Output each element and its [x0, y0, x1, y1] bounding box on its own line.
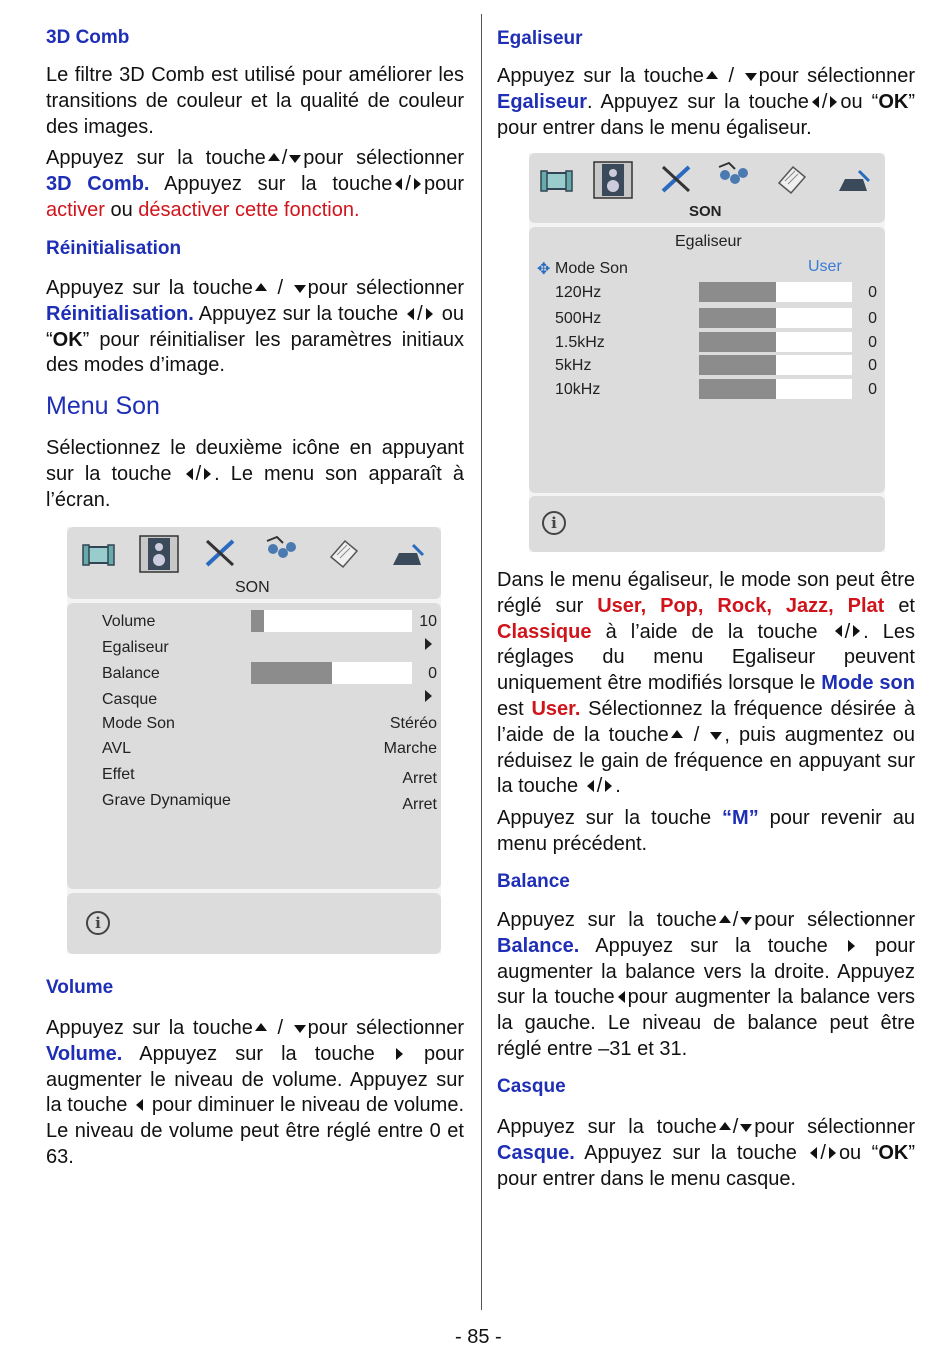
text: ou “	[46, 302, 465, 351]
left-arrow-icon	[587, 780, 594, 792]
menu-icon-bar	[529, 153, 885, 223]
son-row-value: Marche	[383, 740, 437, 757]
submenu-arrow-icon	[425, 638, 432, 650]
text: Appuyez sur la touche	[497, 807, 712, 829]
eq-band-value: 0	[868, 357, 877, 374]
text: pour revenir au menu précédent.	[497, 807, 915, 855]
text: est	[497, 697, 524, 720]
eq-band-value: 0	[868, 310, 877, 327]
slider-fill	[251, 662, 332, 684]
text: Dans le menu égaliseur, le mode son peut être réglé sur	[497, 569, 915, 617]
info-icon: i	[86, 911, 110, 935]
paragraph-balance: Appuyez sur la touche / pour sélectionner Balance. Appuyez sur la touche pour augmenter la balance vers la droite. Appuyez sur la touche pour augmenter la balance vers la gauche. Le niveau de balance peut être réglé entre –31 et 31.	[497, 909, 916, 1060]
eq-band-label: 120Hz	[555, 284, 602, 301]
egaliseur-menu-screenshot	[529, 153, 885, 552]
text: ” pour entrer dans le menu casque.	[497, 1141, 915, 1190]
term-activer: activer	[46, 198, 105, 221]
paragraph-3d-comb-usage: Appuyez sur la touche / pour sélectionner 3D Comb. Appuyez sur la touche / pour activer ou désactiver cette fonction.	[46, 147, 464, 221]
son-row-label: Egaliseur	[102, 639, 169, 656]
features-icon	[715, 161, 751, 193]
term-volume: Volume.	[46, 1042, 123, 1065]
heading-reinitialisation: Réinitialisation	[46, 238, 182, 259]
column-divider	[481, 14, 482, 1310]
slider-fill	[699, 308, 776, 328]
text: Appuyez sur la touche	[198, 302, 399, 325]
left-arrow-icon	[835, 625, 842, 637]
menu-info-bar	[67, 893, 441, 954]
text: ” pour entrer dans le menu égaliseur.	[497, 90, 915, 139]
text: pour sélectionner	[307, 277, 465, 299]
right-arrow-icon	[848, 940, 855, 952]
left-arrow-icon	[395, 178, 402, 190]
term-casque: Casque.	[497, 1141, 575, 1164]
text: pour sélectionner	[758, 65, 916, 87]
speaker-icon	[593, 161, 633, 199]
menu-title: SON	[235, 579, 270, 596]
term-desactiver: désactiver cette fonction.	[138, 198, 360, 221]
term-user: User.	[531, 697, 581, 720]
left-arrow-icon	[136, 1099, 143, 1111]
eq-band-value: 0	[868, 381, 877, 398]
eq-band-slider	[699, 379, 852, 399]
mode-son-value: User	[808, 258, 842, 275]
son-row-label: Effet	[102, 766, 135, 783]
text: Appuyez sur la touche	[139, 1042, 375, 1065]
text: et	[898, 594, 915, 617]
slider-fill	[699, 355, 776, 375]
term-reinitialisation: Réinitialisation.	[46, 302, 194, 325]
down-arrow-icon	[289, 155, 301, 163]
eq-band-label: 500Hz	[555, 310, 602, 327]
ok-key: OK	[52, 328, 83, 351]
text: ” pour réinitialiser les paramètres initiaux des modes d’image.	[46, 328, 464, 377]
term-balance: Balance.	[497, 934, 580, 957]
text: , puis augmentez ou réduisez le gain de fréquence en appuyant sur la touche	[497, 723, 915, 798]
eq-band-label: 5kHz	[555, 357, 592, 374]
text: Appuyez sur la touche	[46, 277, 253, 299]
text: ou “	[838, 1141, 879, 1164]
son-menu-screenshot	[67, 527, 441, 954]
eq-band-value: 0	[868, 334, 877, 351]
text: pour sélectionner	[307, 1017, 465, 1039]
eq-band-slider	[699, 282, 852, 302]
left-arrow-icon	[812, 96, 819, 108]
paragraph-retour	[497, 806, 915, 858]
term-modes: User, Pop, Rock, Jazz, Plat	[597, 594, 885, 617]
text: pour diminuer le niveau de volume. Le niveau de volume peut être réglé entre 0 et 63.	[46, 1094, 464, 1168]
paragraph-volume: Appuyez sur la touche / pour sélectionner Volume. Appuyez sur la touche pour augmenter le niveau de volume. Appuyez sur la touche pour diminuer le niveau de volume. Le niveau de volume peut être réglé entre 0 et 63.	[46, 1017, 465, 1168]
term-egaliseur: Egaliseur	[497, 90, 588, 113]
text: ou	[110, 198, 133, 221]
left-arrow-icon	[618, 991, 625, 1003]
up-arrow-icon	[719, 915, 731, 923]
son-row-slider	[251, 662, 412, 684]
paragraph-menu-son: Sélectionnez le deuxième icône en appuyant sur la touche / . Le menu son apparaît à l’écran.	[46, 437, 465, 511]
son-row-label: Balance	[102, 665, 160, 682]
page-number: - 85 -	[455, 1326, 502, 1348]
text: pour sélectionner	[303, 147, 464, 169]
eq-band-label: 10kHz	[555, 381, 601, 398]
slider-fill	[699, 332, 776, 352]
eq-band-value: 0	[868, 284, 877, 301]
eq-band-slider	[699, 355, 852, 375]
text: Appuyez sur la touche	[497, 65, 704, 87]
eq-band-slider	[699, 308, 852, 328]
text: Appuyez sur la touche	[584, 1141, 797, 1164]
move-icon: ✥	[537, 261, 551, 278]
speaker-icon	[139, 535, 179, 573]
up-arrow-icon	[671, 730, 683, 738]
picture-icon	[539, 165, 575, 197]
son-row-value: 0	[428, 665, 437, 682]
tools-icon	[659, 163, 695, 195]
son-row-value: Arret	[402, 770, 437, 787]
eq-band-label: 1.5kHz	[555, 334, 605, 351]
menu-info-bar	[529, 496, 885, 552]
term-classique: Classique	[497, 620, 592, 643]
right-arrow-icon	[396, 1048, 403, 1060]
source-icon	[389, 541, 425, 573]
son-row-value: 10	[419, 613, 437, 630]
text: Appuyez sur la touche	[497, 909, 717, 931]
son-row-slider	[251, 610, 412, 632]
son-row-value: Arret	[402, 796, 437, 813]
son-row-label: Grave Dynamique	[102, 792, 231, 809]
heading-egaliseur: Egaliseur	[497, 28, 583, 49]
eq-band-slider	[699, 332, 852, 352]
source-icon	[835, 167, 871, 199]
down-arrow-icon	[740, 1124, 752, 1132]
slider-fill	[251, 610, 264, 632]
heading-casque: Casque	[497, 1076, 566, 1097]
down-arrow-icon	[740, 917, 752, 925]
down-arrow-icon	[294, 285, 306, 293]
right-arrow-icon	[830, 96, 837, 108]
slider-fill	[699, 379, 776, 399]
text: Appuyez sur la touche	[497, 1116, 717, 1138]
heading-volume: Volume	[46, 977, 114, 998]
paragraph-3d-comb-intro: Le filtre 3D Comb est utilisé pour améliorer les transitions de couleur et la qualité de couleur des images.	[46, 64, 464, 138]
son-row-label: Casque	[102, 691, 158, 708]
text: pour sélectionner	[754, 1116, 915, 1138]
paragraph-reinitialisation: Appuyez sur la touche / pour sélectionner Réinitialisation. Appuyez sur la touche / ou “OK” pour réinitialiser les paramètres initiaux des modes d’image.	[46, 277, 465, 377]
text: Appuyez sur la touche	[46, 147, 266, 169]
son-row-label: Volume	[102, 613, 156, 630]
ok-key: OK	[878, 90, 909, 113]
right-arrow-icon	[829, 1147, 836, 1159]
right-arrow-icon	[605, 780, 612, 792]
menu-title: SON	[689, 203, 722, 220]
text: pour augmenter le niveau de volume. Appuyez sur la touche	[46, 1042, 465, 1117]
down-arrow-icon	[745, 73, 757, 81]
paragraph-casque: Appuyez sur la touche / pour sélectionner Casque. Appuyez sur la touche / ou “OK” pour entrer dans le menu casque.	[497, 1116, 915, 1190]
heading-menu-son: Menu Son	[46, 392, 160, 420]
picture-icon	[81, 539, 117, 571]
son-row-label: Mode Son	[102, 715, 175, 732]
text: Sélectionnez le deuxième icône en appuyant sur la touche	[46, 437, 464, 485]
heading-balance: Balance	[497, 871, 570, 892]
text: . Le menu son apparaît à l’écran.	[46, 462, 465, 511]
term-mode-son: Mode son	[821, 672, 915, 695]
up-arrow-icon	[706, 71, 718, 79]
text: pour	[423, 172, 464, 195]
paragraph-egaliseur-select: Appuyez sur la touche / pour sélectionner Egaliseur. Appuyez sur la touche / ou “OK” pour entrer dans le menu égaliseur.	[497, 65, 916, 139]
menu-icon-bar	[67, 527, 441, 599]
left-arrow-icon	[810, 1147, 817, 1159]
text: ou “	[840, 90, 879, 113]
text: . Appuyez sur la touche	[587, 90, 809, 113]
down-arrow-icon	[294, 1025, 306, 1033]
right-arrow-icon	[426, 308, 433, 320]
right-arrow-icon	[204, 468, 211, 480]
mode-son-label: Mode Son	[555, 260, 628, 277]
right-arrow-icon	[414, 178, 421, 190]
text: Sélectionnez la fréquence désirée à l’aide de la touche	[497, 697, 915, 746]
text: pour augmenter la balance vers la gauche. Le niveau de balance peut être réglé entre –31 et 31.	[497, 986, 916, 1060]
text: pour sélectionner	[754, 909, 915, 931]
submenu-title: Egaliseur	[675, 233, 742, 250]
text: à l’aide de la touche	[605, 620, 818, 643]
up-arrow-icon	[268, 153, 280, 161]
submenu-arrow-icon	[425, 690, 432, 702]
left-arrow-icon	[186, 468, 193, 480]
up-arrow-icon	[255, 1023, 267, 1031]
text: . Les réglages du menu Egaliseur peuvent uniquement être modifiés lorsque le	[497, 620, 916, 695]
info-icon: i	[542, 511, 566, 535]
document-icon	[773, 163, 809, 195]
menu-body	[529, 227, 885, 493]
features-icon	[263, 535, 299, 567]
son-row-value: Stéréo	[389, 715, 437, 732]
up-arrow-icon	[719, 1122, 731, 1130]
ok-key: OK	[878, 1141, 909, 1164]
m-key: “M”	[722, 807, 759, 829]
text: Appuyez sur la touche	[46, 1017, 253, 1039]
heading-3d-comb: 3D Comb	[46, 27, 130, 48]
tools-icon	[203, 537, 239, 569]
menu-body	[67, 603, 441, 889]
text: Appuyez sur la touche	[164, 172, 393, 195]
document-icon	[325, 537, 361, 569]
slider-fill	[699, 282, 776, 302]
term-3d-comb: 3D Comb.	[46, 172, 150, 195]
left-arrow-icon	[407, 308, 414, 320]
text: Appuyez sur la touche	[595, 934, 828, 957]
right-arrow-icon	[853, 625, 860, 637]
down-arrow-icon	[710, 732, 722, 740]
son-row-label: AVL	[102, 740, 132, 757]
up-arrow-icon	[255, 283, 267, 291]
text: pour augmenter la balance vers la droite. Appuyez sur la touche	[497, 934, 915, 1009]
paragraph-egaliseur-modes: Dans le menu égaliseur, le mode son peut être réglé sur User, Pop, Rock, Jazz, Plat et Classique à l’aide de la touche / . Les réglages du menu Egaliseur peuvent uniquement être modifiés lorsque le Mode son est User. Sélectionnez la fréquence désirée à l’aide de la touche / , puis augmentez ou réduisez le gain de fréquence en appuyant sur la touche / .	[497, 569, 916, 798]
